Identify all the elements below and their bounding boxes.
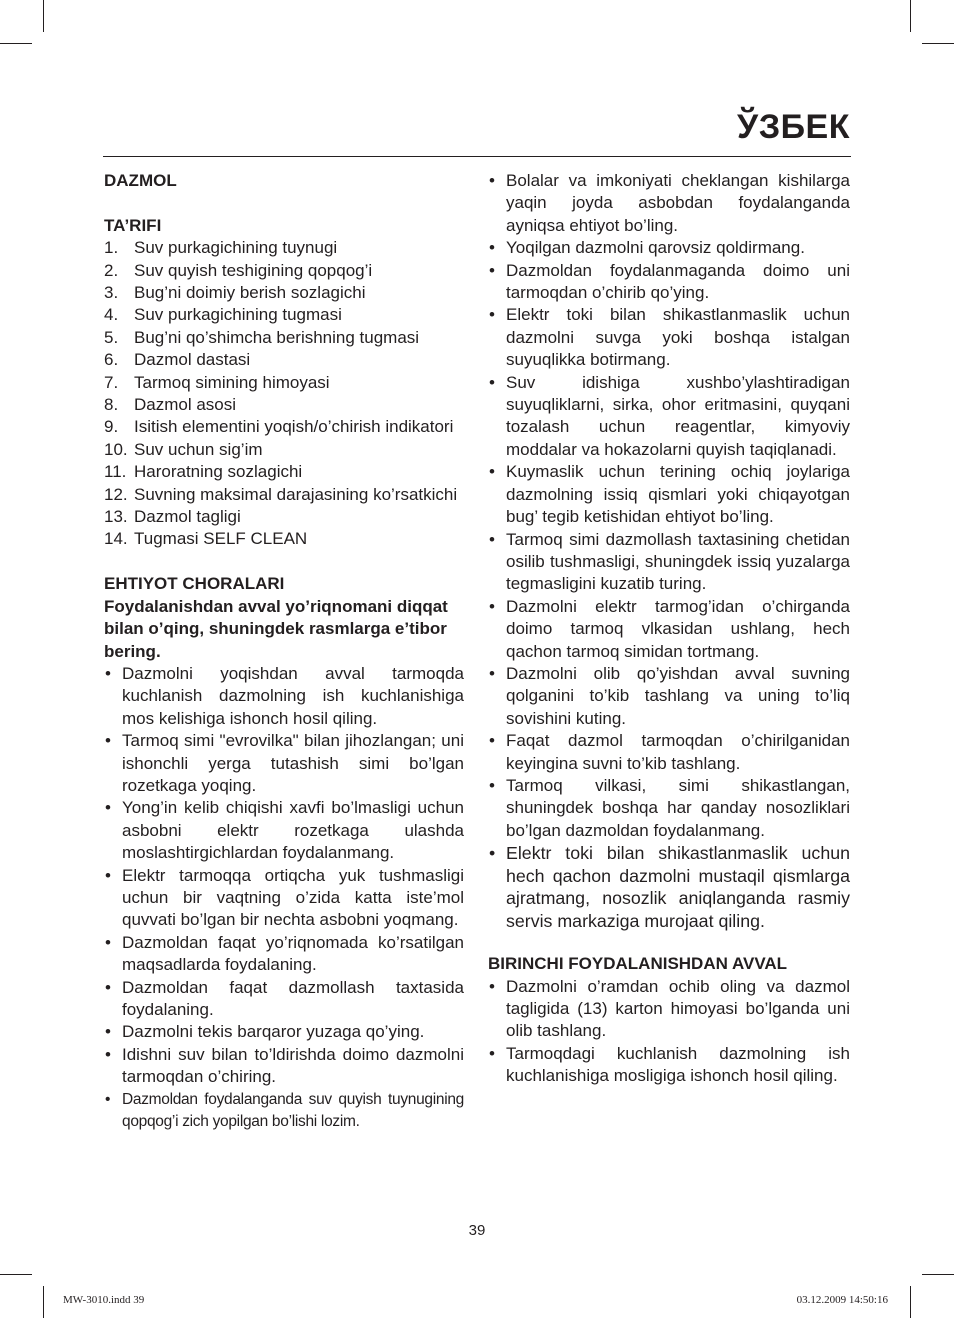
part-label: Tarmoq simining himoyasi — [134, 372, 330, 392]
crop-mark — [43, 0, 44, 32]
language-title: ЎЗБЕК — [737, 108, 850, 146]
precautions-heading: EHTIYOT CHORALARI — [104, 574, 285, 594]
part-label: Suv uchun sig’im — [134, 439, 263, 459]
safety-list-large — [488, 842, 850, 932]
part-item — [104, 394, 464, 416]
list-item: • Elektr tarmoqqa ortiqcha yuk tushmasligi uchun bir vaqtning o’zida katta iste’mol quvvati bo’lgan bir nechta asbobni yoqmang. — [104, 865, 464, 932]
part-label: Isitish elementini yoqish/o’chirish indikatori — [134, 417, 454, 437]
list-item: • Bolalar va imkoniyati cheklangan kishilarga yaqin joyda asbobdan foydalanganda ayniqsa ehtiyot bo’ling. — [488, 170, 850, 237]
part-label: Haroratning sozlagichi — [134, 462, 303, 482]
part-item — [104, 416, 464, 438]
list-item: • Kuymaslik uchun terining ochiq joylariga dazmolning issiq qismlari yoki chiqayotgan bug’ tegib ketishidan ehtiyot bo’ling. — [488, 461, 850, 528]
part-item — [104, 349, 464, 371]
list-item: • Tarmoq vilkasi, simi shikastlangan, shuningdek boshqa har qanday nosozliklari bo’lgan dazmoldan foydalanmang. — [488, 775, 850, 842]
part-number: 6. — [104, 350, 119, 370]
part-number: 11. — [104, 462, 127, 482]
part-item — [104, 327, 464, 349]
list-item: • Dazmolni yoqishdan avval tarmoqda kuchlanish dazmolning ish kuchlanishiga mos kelishiga ishonch hosil qiling. — [104, 663, 464, 730]
list-item: • Tarmoqdagi kuchlanish dazmolning ish kuchlanishiga mosligiga ishonch hosil qiling. — [488, 1043, 850, 1088]
part-number: 8. — [104, 395, 119, 415]
part-number: 4. — [104, 305, 119, 325]
left-column — [104, 170, 464, 1133]
part-number: 14. — [104, 529, 128, 549]
part-item — [104, 461, 464, 483]
list-item: • Dazmolni tekis barqaror yuzaga qo’ying. — [104, 1021, 464, 1043]
header-rule — [103, 156, 851, 157]
crop-mark — [922, 43, 954, 44]
list-item: • Dazmoldan foydalanganda suv quyish tuynugining qopqog’i zich yopilgan bo’lishi lozim. — [104, 1089, 464, 1133]
crop-mark — [0, 1274, 32, 1275]
part-number: 7. — [104, 372, 119, 392]
precautions-list — [104, 663, 464, 1089]
file-slug: MW-3010.indd 39 — [63, 1294, 145, 1306]
page-number: 39 — [468, 1222, 486, 1239]
part-item — [104, 260, 464, 282]
crop-mark — [910, 1286, 911, 1318]
part-item — [104, 282, 464, 304]
list-item: • Idishni suv bilan to’ldirishda doimo dazmolni tarmoqdan o’chiring. — [104, 1044, 464, 1089]
parts-list — [104, 237, 464, 551]
right-column — [488, 170, 850, 1088]
list-item: • Dazmolni olib qo’yishdan avval suvning qolganini to’kib tashlang va uning to’liq sovishini kuting. — [488, 663, 850, 730]
crop-mark — [0, 43, 32, 44]
part-item — [104, 304, 464, 326]
part-item — [104, 372, 464, 394]
list-item: • Faqat dazmol tarmoqdan o’chirilganidan keyingina suvni to’kib tashlang. — [488, 730, 850, 775]
part-number: 10. — [104, 439, 128, 459]
first-use-list — [488, 976, 850, 1088]
list-item: • Yoqilgan dazmolni qarovsiz qoldirmang. — [488, 237, 850, 259]
precautions-list-narrow — [104, 1089, 464, 1133]
list-item: • Dazmoldan foydalanmaganda doimo uni tarmoqdan o’chirib qo’ying. — [488, 260, 850, 305]
list-item: • Tarmoq simi "evrovilka" bilan jihozlangan; uni ishonchli yerga tutashish simi bo’lgan rozetkaga yoqing. — [104, 730, 464, 797]
part-label: Dazmol asosi — [134, 395, 237, 415]
list-item: • Elektr toki bilan shikastlanmaslik uchun hech qachon dazmolni mustaqil qismlarga ajratmang, nosozlik aniqlanganda rasmiy servis markaziga murojaat qiling. — [488, 842, 850, 932]
part-number: 2. — [104, 260, 119, 280]
part-number: 5. — [104, 327, 119, 347]
list-item: • Yong’in kelib chiqishi xavfi bo’lmasligi uchun asbobni elektr rozetkaga ulashda moslashtirgichlardan foydalanmang. — [104, 797, 464, 864]
part-label: Dazmol tagligi — [134, 507, 241, 527]
list-item: • Tarmoq simi dazmollash taxtasining chetidan osilib tushmasligi, shuningdek issiq yuzalarga tegmasligini kuzatib turing. — [488, 529, 850, 596]
crop-mark — [922, 1274, 954, 1275]
part-label: Suvning maksimal darajasining ko’rsatkichi — [134, 484, 458, 504]
part-number: 1. — [104, 238, 119, 258]
part-item — [104, 528, 464, 550]
part-number: 12. — [104, 484, 128, 504]
precautions-intro: Foydalanishdan avval yo’riqnomani diqqat bilan o’qing, shuningdek rasmlarga e’tibor bering. — [104, 596, 448, 661]
part-label: Suv quyish teshigining qopqog’i — [134, 260, 373, 280]
part-label: Bug’ni qo’shimcha berishning tugmasi — [134, 327, 420, 347]
list-item: • Dazmoldan faqat yo’riqnomada ko’rsatilgan maqsadlarda foydalaning. — [104, 932, 464, 977]
part-item — [104, 439, 464, 461]
part-label: Dazmol dastasi — [134, 350, 251, 370]
part-item — [104, 237, 464, 259]
part-number: 3. — [104, 283, 119, 303]
crop-mark — [910, 0, 911, 32]
list-item: • Elektr toki bilan shikastlanmaslik uchun dazmolni suvga yoki boshqa istalgan suyuqlikka botirmang. — [488, 304, 850, 371]
part-number: 13. — [104, 507, 128, 527]
list-item: • Dazmolni elektr tarmog’idan o’chirganda doimo tarmoq vlkasidan ushlang, hech qachon tarmoq simidan tortmang. — [488, 596, 850, 663]
product-title: DAZMOL — [104, 171, 177, 190]
list-item: • Dazmoldan faqat dazmollash taxtasida foydalaning. — [104, 977, 464, 1022]
part-item — [104, 484, 464, 506]
description-heading: TA’RIFI — [104, 215, 162, 235]
list-item: • Suv idishiga xushbo’ylashtiradigan suyuqliklarni, sirka, ohor eritmasini, quyqani tozalash uchun reagentlar, kimyoviy moddalar va hokazolarni quyish taqiqlanadi. — [488, 372, 850, 462]
date-slug: 03.12.2009 14:50:16 — [796, 1294, 888, 1306]
part-item — [104, 506, 464, 528]
first-use-heading: BIRINCHI FOYDALANISHDAN AVVAL — [488, 954, 788, 974]
part-label: Tugmasi SELF CLEAN — [134, 529, 308, 549]
part-label: Suv purkagichining tuynugi — [134, 238, 338, 258]
safety-list — [488, 170, 850, 842]
list-item: • Dazmolni o’ramdan ochib oling va dazmol tagligida (13) karton himoyasi bo’lganda uni olib tashlang. — [488, 976, 850, 1043]
part-number: 9. — [104, 417, 119, 437]
part-label: Bug’ni doimiy berish sozlagichi — [134, 283, 366, 303]
crop-mark — [43, 1286, 44, 1318]
part-label: Suv purkagichining tugmasi — [134, 305, 342, 325]
